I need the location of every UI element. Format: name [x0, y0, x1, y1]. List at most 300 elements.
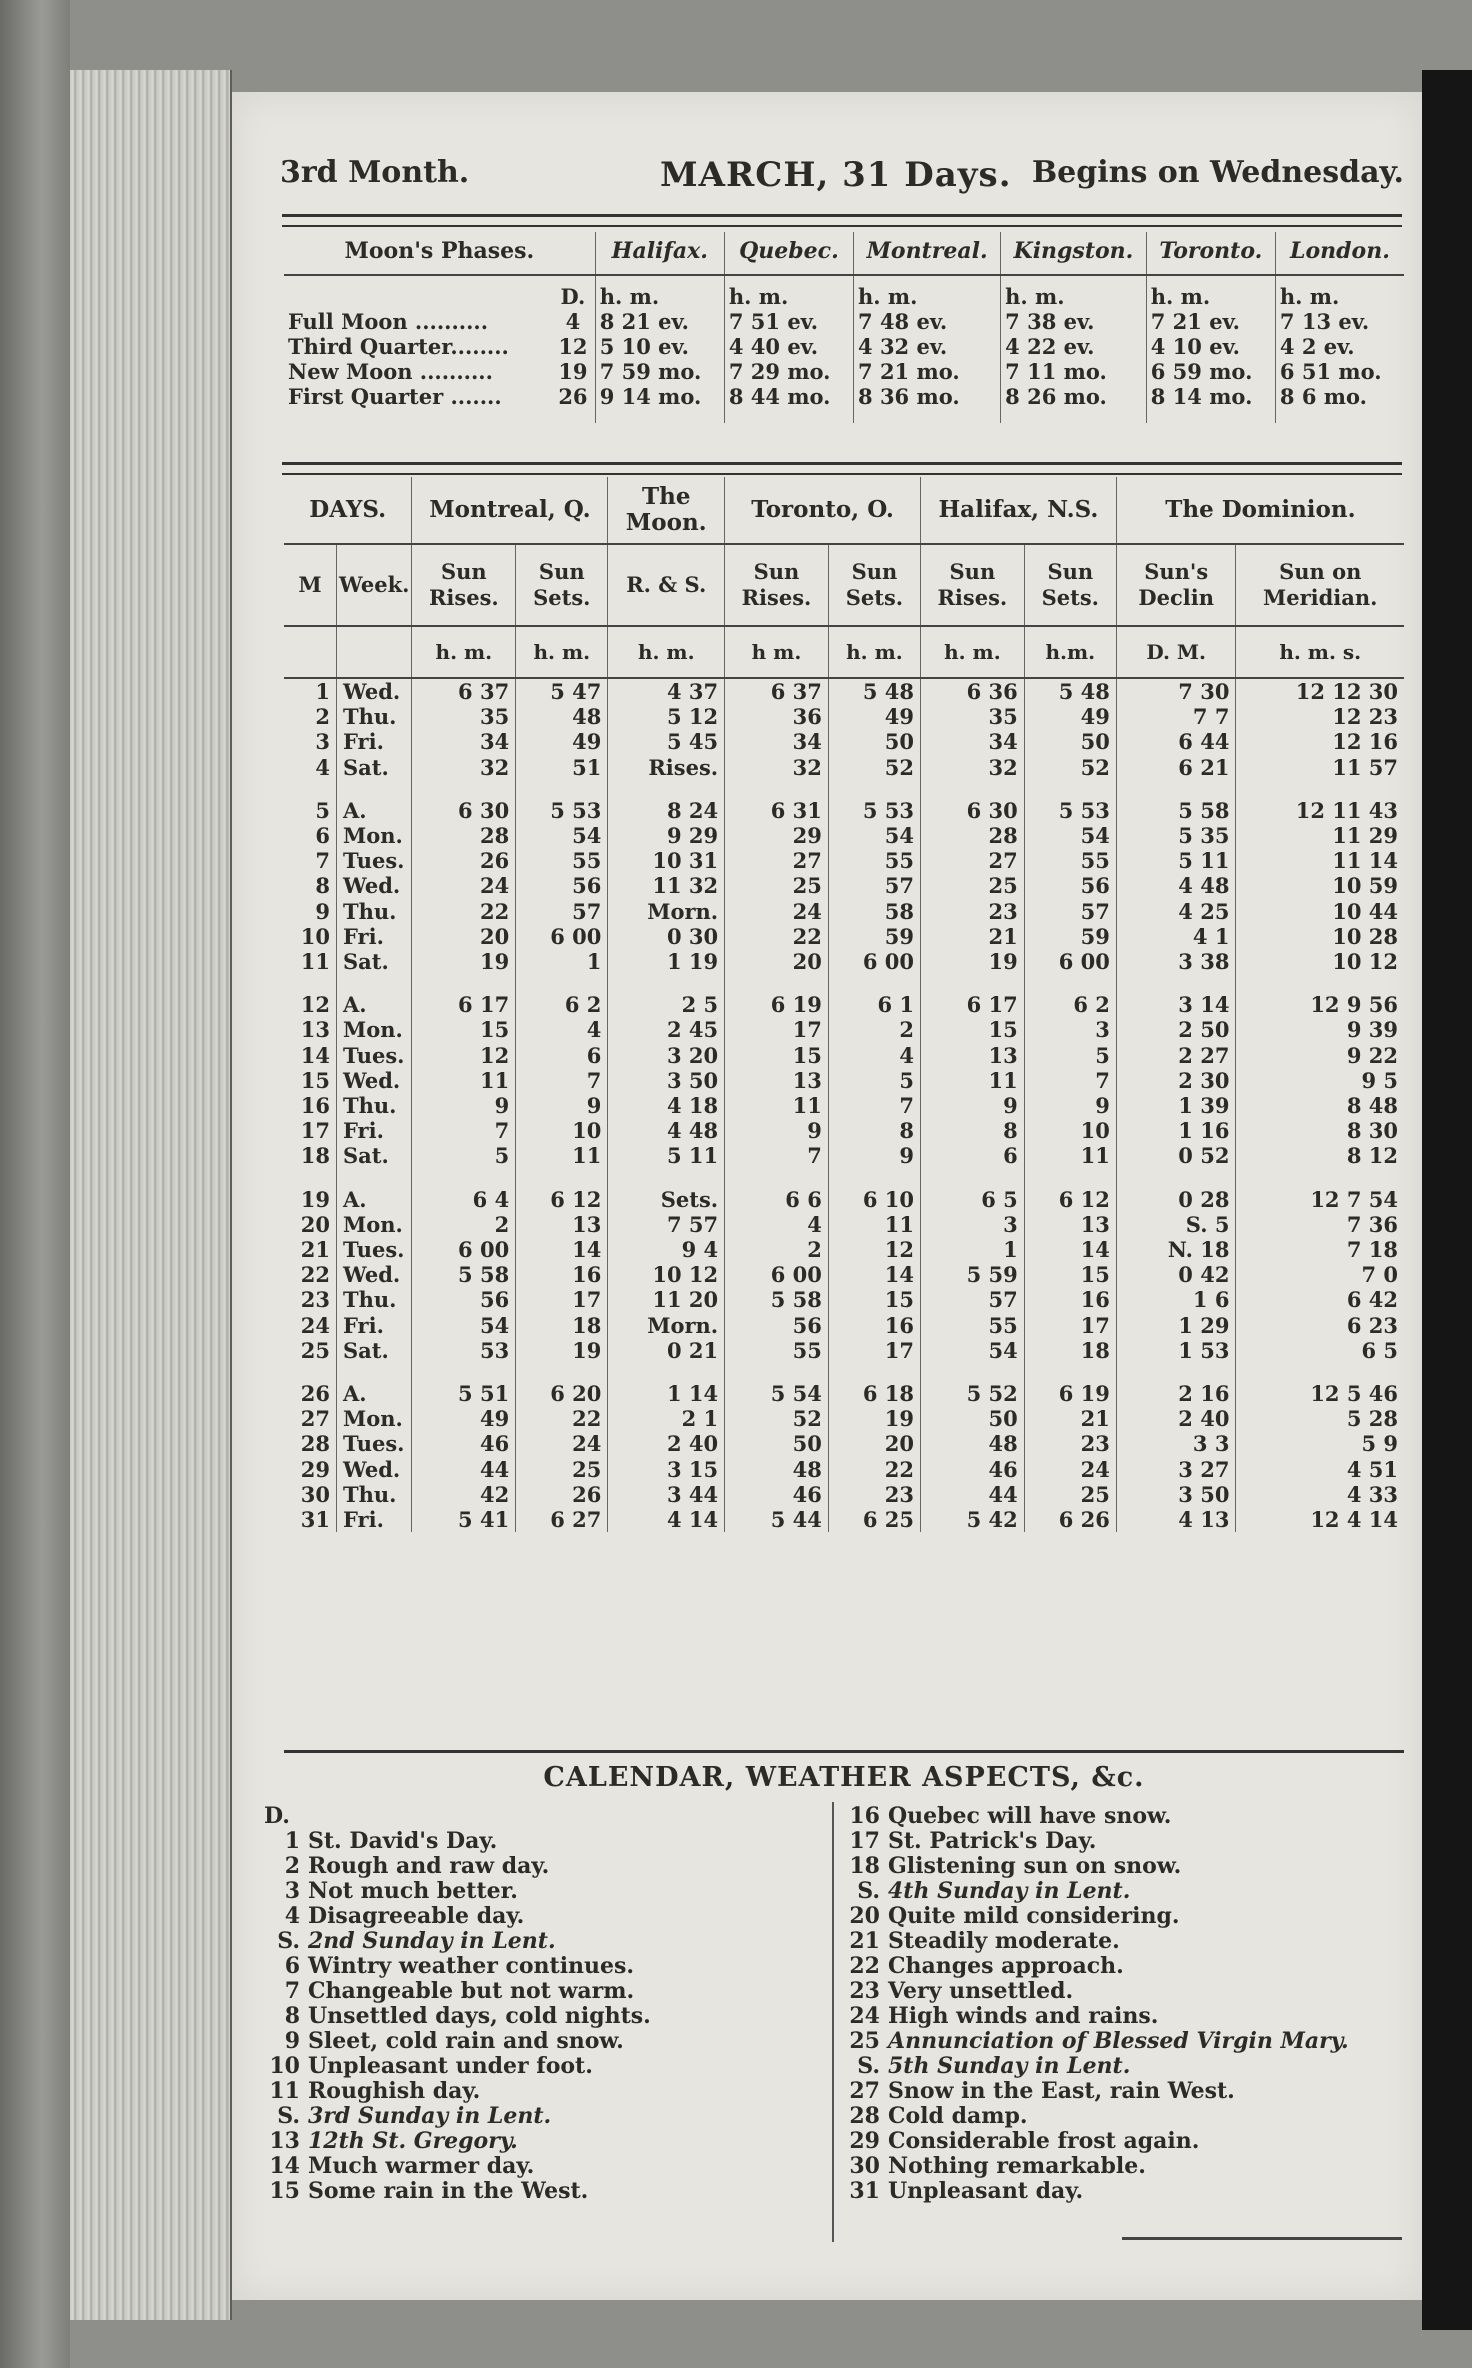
table-cell: 5 59: [921, 1262, 1025, 1287]
calendar-entry: [264, 1829, 824, 1854]
day-row: [284, 1118, 1404, 1143]
table-cell: 5: [828, 1068, 920, 1093]
table-cell: 23: [1024, 1431, 1116, 1456]
end-rule: [1122, 2237, 1402, 2240]
table-cell: 6 26: [1024, 1507, 1116, 1532]
column-header: Sun Sets.: [828, 544, 920, 626]
header-rule: [282, 214, 1402, 227]
table-cell: 10: [516, 1118, 608, 1143]
unit-header: h. m.: [412, 626, 516, 678]
table-cell: 35: [921, 704, 1025, 729]
unit-header: h. m.: [828, 626, 920, 678]
d-label: D.: [560, 284, 586, 309]
calendar-day: 23: [849, 1978, 880, 2004]
table-cell: 4 37: [608, 678, 725, 704]
table-cell: 57: [1024, 899, 1116, 924]
unit-header: h.m.: [1024, 626, 1116, 678]
weekday: Wed.: [337, 1457, 412, 1482]
table-cell: 2 1: [608, 1406, 725, 1431]
table-cell: 56: [725, 1313, 829, 1338]
table-cell: 49: [1024, 704, 1116, 729]
table-cell: 5 35: [1116, 823, 1236, 848]
phase-time: 8 21 ev.: [595, 309, 724, 334]
calendar-day: 24: [849, 2003, 880, 2029]
column-header: R. & S.: [608, 544, 725, 626]
calendar-day: S.: [277, 1928, 300, 1954]
calendar-left-column: [264, 1804, 824, 2204]
table-cell: 34: [725, 729, 829, 754]
day-row: [284, 823, 1404, 848]
calendar-entry: [264, 1904, 824, 1929]
table-cell: 24: [1024, 1457, 1116, 1482]
calendar-day: 17: [849, 1828, 880, 1854]
table-cell: 5 45: [608, 729, 725, 754]
table-cell: 6 17: [412, 974, 516, 1017]
calendar-entry: [844, 1804, 1404, 1829]
calendar-entry: [844, 2054, 1404, 2079]
calendar-note: 3rd Sunday in Lent.: [308, 2103, 552, 2129]
table-cell: 9: [516, 1093, 608, 1118]
table-cell: 10 12: [1236, 949, 1404, 974]
table-cell: 50: [1024, 729, 1116, 754]
table-cell: 1: [921, 1237, 1025, 1262]
calendar-day: 11: [269, 2078, 300, 2104]
table-cell: 44: [412, 1457, 516, 1482]
table-cell: 54: [828, 823, 920, 848]
table-cell: 4: [828, 1043, 920, 1068]
day-number: 24: [300, 1312, 330, 1338]
day-number: 22: [300, 1262, 330, 1288]
phase-day: 19: [558, 359, 588, 384]
table-cell: 2 45: [608, 1017, 725, 1042]
calendar-note: St. David's Day.: [308, 1828, 498, 1854]
table-cell: 5 54: [725, 1363, 829, 1406]
table-cell: 14: [828, 1262, 920, 1287]
weekday: Mon.: [337, 1017, 412, 1042]
calendar-entry: [264, 2079, 824, 2104]
group-header: The Moon.: [608, 477, 725, 544]
table-cell: 11: [921, 1068, 1025, 1093]
table-cell: 8 30: [1236, 1118, 1404, 1143]
table-cell: 12 12 30: [1236, 678, 1404, 704]
column-header: Sun Sets.: [516, 544, 608, 626]
table-cell: 1 29: [1116, 1313, 1236, 1338]
table-cell: 4 25: [1116, 899, 1236, 924]
phase-time: 6 59 mo.: [1146, 359, 1275, 384]
table-cell: 25: [1024, 1482, 1116, 1507]
calendar-note: Changeable but not warm.: [308, 1978, 635, 2004]
calendar-note: Annunciation of Blessed Virgin Mary.: [888, 2028, 1349, 2054]
phase-time: 4 32 ev.: [854, 334, 1001, 359]
table-cell: 56: [1024, 873, 1116, 898]
table-cell: 13: [516, 1212, 608, 1237]
weekday: Tues.: [337, 1237, 412, 1262]
hm-label: h. m.: [724, 275, 853, 309]
table-cell: 10 12: [608, 1262, 725, 1287]
phase-time: 8 36 mo.: [854, 384, 1001, 423]
calendar-note: 2nd Sunday in Lent.: [308, 1928, 556, 1954]
day-row: [284, 1017, 1404, 1042]
table-cell: 5 53: [1024, 780, 1116, 823]
phase-name: Third Quarter........: [288, 334, 509, 359]
table-cell: 9: [828, 1143, 920, 1168]
day-row: [284, 848, 1404, 873]
city-header: London.: [1275, 232, 1404, 275]
table-cell: 25: [921, 873, 1025, 898]
table-cell: 15: [828, 1287, 920, 1312]
table-cell: 12 4 14: [1236, 1507, 1404, 1532]
weekday: Thu.: [337, 1287, 412, 1312]
table-cell: 10 59: [1236, 873, 1404, 898]
day-row: [284, 924, 1404, 949]
unit-header: h. m.: [516, 626, 608, 678]
phase-name: Full Moon ..........: [288, 309, 489, 334]
table-cell: 54: [412, 1313, 516, 1338]
day-number: 5: [315, 797, 330, 823]
table-cell: 6 4: [412, 1169, 516, 1212]
calendar-day: 18: [849, 1853, 880, 1879]
calendar-entry: [844, 2029, 1404, 2054]
table-cell: 19: [828, 1406, 920, 1431]
table-cell: 48: [516, 704, 608, 729]
table-cell: 32: [412, 755, 516, 780]
unit-header: h. m. s.: [1236, 626, 1404, 678]
almanac-page: [232, 92, 1422, 2300]
table-cell: 6 19: [725, 974, 829, 1017]
table-cell: 6 30: [412, 780, 516, 823]
day-number: 13: [300, 1017, 330, 1043]
table-cell: 20: [828, 1431, 920, 1456]
table-cell: 55: [828, 848, 920, 873]
table-cell: 7 36: [1236, 1212, 1404, 1237]
calendar-note: St. Patrick's Day.: [888, 1828, 1097, 1854]
weekday: Wed.: [337, 1262, 412, 1287]
unit-header: h. m.: [921, 626, 1025, 678]
calendar-entry: [844, 2179, 1404, 2204]
day-row: [284, 1237, 1404, 1262]
day-row: [284, 1338, 1404, 1363]
table-cell: 54: [921, 1338, 1025, 1363]
table-cell: 2 50: [1116, 1017, 1236, 1042]
day-number: 29: [300, 1456, 330, 1482]
hm-label: h. m.: [854, 275, 1001, 309]
table-cell: 12 5 46: [1236, 1363, 1404, 1406]
calendar-day: 14: [269, 2153, 300, 2179]
table-cell: 3 50: [1116, 1482, 1236, 1507]
table-cell: 11 20: [608, 1287, 725, 1312]
table-cell: 2: [725, 1237, 829, 1262]
table-cell: 36: [725, 704, 829, 729]
column-header: Sun Rises.: [921, 544, 1025, 626]
day-row: [284, 873, 1404, 898]
table-cell: 9 4: [608, 1237, 725, 1262]
phase-time: 7 51 ev.: [724, 309, 853, 334]
table-cell: 34: [412, 729, 516, 754]
table-cell: 5 42: [921, 1507, 1025, 1532]
day-number: 15: [300, 1067, 330, 1093]
table-cell: 34: [921, 729, 1025, 754]
day-row: [284, 1169, 1404, 1212]
calendar-day: 20: [849, 1903, 880, 1929]
calendar-day: 16: [849, 1803, 880, 1829]
moon-phases-table: [284, 232, 1404, 423]
day-number: 4: [315, 754, 330, 780]
table-cell: 5 51: [412, 1363, 516, 1406]
phase-time: 7 48 ev.: [854, 309, 1001, 334]
table-cell: 5 9: [1236, 1431, 1404, 1456]
calendar-entry: [844, 2079, 1404, 2104]
table-cell: 17: [828, 1338, 920, 1363]
day-number: 10: [300, 923, 330, 949]
day-row: [284, 1093, 1404, 1118]
weekday: Thu.: [337, 1093, 412, 1118]
calendar-note: Not much better.: [308, 1878, 518, 1904]
facing-page-edge: [1422, 70, 1472, 2330]
day-number: 27: [300, 1406, 330, 1432]
table-cell: 3 50: [608, 1068, 725, 1093]
table-cell: 32: [725, 755, 829, 780]
table-cell: 11: [412, 1068, 516, 1093]
weekday: Fri.: [337, 1118, 412, 1143]
table-cell: 54: [516, 823, 608, 848]
table-cell: 5 41: [412, 1507, 516, 1532]
moon-phase-row: [284, 309, 1404, 334]
table-cell: 25: [725, 873, 829, 898]
calendar-note: Very unsettled.: [888, 1978, 1074, 2004]
day-number: 21: [300, 1237, 330, 1263]
table-cell: 15: [1024, 1262, 1116, 1287]
phase-time: 6 51 mo.: [1275, 359, 1404, 384]
day-row: [284, 729, 1404, 754]
day-number: 30: [300, 1481, 330, 1507]
table-cell: 19: [412, 949, 516, 974]
day-row: [284, 1287, 1404, 1312]
table-cell: 28: [921, 823, 1025, 848]
table-cell: 11 32: [608, 873, 725, 898]
table-cell: 1 19: [608, 949, 725, 974]
table-cell: 7 7: [1116, 704, 1236, 729]
day-row: [284, 1406, 1404, 1431]
table-cell: 59: [828, 924, 920, 949]
group-header: Toronto, O.: [725, 477, 921, 544]
day-row: [284, 1431, 1404, 1456]
column-header: M: [284, 544, 337, 626]
table-cell: 49: [516, 729, 608, 754]
table-cell: 21: [921, 924, 1025, 949]
day-row: [284, 780, 1404, 823]
calendar-entry: [844, 1954, 1404, 1979]
day-row: [284, 1212, 1404, 1237]
weekday: Sat.: [337, 949, 412, 974]
table-cell: 6 2: [516, 974, 608, 1017]
unit-header: [337, 626, 412, 678]
calendar-note: Glistening sun on snow.: [888, 1853, 1182, 1879]
table-cell: 5 11: [608, 1143, 725, 1168]
calendar-note: 5th Sunday in Lent.: [888, 2053, 1131, 2079]
table-cell: 8: [828, 1118, 920, 1143]
table-cell: 6 12: [516, 1169, 608, 1212]
table-cell: 17: [516, 1287, 608, 1312]
day-row: [284, 1507, 1404, 1532]
day-row: [284, 1262, 1404, 1287]
city-header: Kingston.: [1001, 232, 1147, 275]
weekday: Fri.: [337, 729, 412, 754]
city-header: Montreal.: [854, 232, 1001, 275]
phase-time: 4 22 ev.: [1001, 334, 1147, 359]
table-cell: 50: [921, 1406, 1025, 1431]
table-cell: 11 29: [1236, 823, 1404, 848]
table-cell: 6 21: [1116, 755, 1236, 780]
table-cell: 2 16: [1116, 1363, 1236, 1406]
table-cell: 7 0: [1236, 1262, 1404, 1287]
day-row: [284, 974, 1404, 1017]
table-cell: 11 57: [1236, 755, 1404, 780]
calendar-note: Sleet, cold rain and snow.: [308, 2028, 624, 2054]
table-cell: 5 48: [1024, 678, 1116, 704]
table-cell: 50: [828, 729, 920, 754]
calendar-note: Roughish day.: [308, 2078, 481, 2104]
table-cell: 52: [1024, 755, 1116, 780]
table-cell: 9 5: [1236, 1068, 1404, 1093]
calendar-note: Some rain in the West.: [308, 2178, 589, 2204]
table-cell: 46: [725, 1482, 829, 1507]
table-cell: 1 6: [1116, 1287, 1236, 1312]
column-header: Sun Rises.: [412, 544, 516, 626]
table-cell: 11 14: [1236, 848, 1404, 873]
table-cell: 6 23: [1236, 1313, 1404, 1338]
table-cell: 4 33: [1236, 1482, 1404, 1507]
group-header: DAYS.: [284, 477, 412, 544]
day-number: 31: [300, 1507, 330, 1533]
calendar-day: 27: [849, 2078, 880, 2104]
calendar-entry: [264, 1854, 824, 1879]
day-number: 26: [300, 1381, 330, 1407]
day-row: [284, 1043, 1404, 1068]
table-cell: 26: [516, 1482, 608, 1507]
table-cell: 23: [828, 1482, 920, 1507]
phase-day: 4: [565, 309, 581, 334]
calendar-entry: [844, 2154, 1404, 2179]
day-row: [284, 1068, 1404, 1093]
group-header: The Dominion.: [1116, 477, 1404, 544]
table-cell: 6 44: [1116, 729, 1236, 754]
phase-time: 7 11 mo.: [1001, 359, 1147, 384]
table-cell: 6 37: [412, 678, 516, 704]
table-cell: 6 00: [1024, 949, 1116, 974]
table-cell: 2 40: [1116, 1406, 1236, 1431]
table-cell: 0 28: [1116, 1169, 1236, 1212]
table-cell: 3: [921, 1212, 1025, 1237]
table-cell: 6 12: [1024, 1169, 1116, 1212]
weekday: Thu.: [337, 704, 412, 729]
table-cell: Rises.: [608, 755, 725, 780]
table-cell: 56: [412, 1287, 516, 1312]
hm-label: h. m.: [1001, 275, 1147, 309]
begins-on: Begins on Wednesday.: [1031, 155, 1404, 190]
calendar-note: 12th St. Gregory.: [308, 2128, 518, 2154]
table-cell: 3 15: [608, 1457, 725, 1482]
day-number: 12: [300, 992, 330, 1018]
calendar-note: High winds and rains.: [888, 2003, 1159, 2029]
phase-time: 7 21 mo.: [854, 359, 1001, 384]
table-cell: 11: [828, 1212, 920, 1237]
table-cell: 20: [412, 924, 516, 949]
table-cell: 6 00: [725, 1262, 829, 1287]
table-cell: 4 14: [608, 1507, 725, 1532]
phase-time: 9 14 mo.: [595, 384, 724, 423]
table-cell: 0 42: [1116, 1262, 1236, 1287]
group-header: Montreal, Q.: [412, 477, 608, 544]
table-cell: 7: [1024, 1068, 1116, 1093]
table-cell: 5 44: [725, 1507, 829, 1532]
section-rule: [282, 462, 1402, 475]
calendar-entry: [264, 2154, 824, 2179]
unit-header: h. m.: [608, 626, 725, 678]
table-cell: 6 00: [516, 924, 608, 949]
column-header: Sun Rises.: [725, 544, 829, 626]
table-cell: 5 28: [1236, 1406, 1404, 1431]
table-cell: 57: [516, 899, 608, 924]
table-cell: 49: [412, 1406, 516, 1431]
calendar-day: 4: [284, 1903, 300, 1929]
table-cell: 8: [921, 1118, 1025, 1143]
table-cell: 16: [1024, 1287, 1116, 1312]
table-cell: 7 18: [1236, 1237, 1404, 1262]
table-cell: 55: [921, 1313, 1025, 1338]
page-edges: [70, 70, 232, 2320]
table-cell: Morn.: [608, 899, 725, 924]
table-cell: 12 7 54: [1236, 1169, 1404, 1212]
day-row: [284, 1313, 1404, 1338]
table-cell: 8 12: [1236, 1143, 1404, 1168]
calendar-entry: [844, 2129, 1404, 2154]
table-cell: 22: [516, 1406, 608, 1431]
calendar-entry: [264, 1979, 824, 2004]
phase-day: 12: [558, 334, 588, 359]
hm-label: h. m.: [595, 275, 724, 309]
table-cell: 14: [1024, 1237, 1116, 1262]
table-cell: 12: [412, 1043, 516, 1068]
table-cell: 5 11: [1116, 848, 1236, 873]
phase-time: 7 29 mo.: [724, 359, 853, 384]
calendar-entry: [264, 1879, 824, 1904]
table-cell: 16: [516, 1262, 608, 1287]
table-cell: 55: [725, 1338, 829, 1363]
moon-phase-row: [284, 359, 1404, 384]
table-cell: 6 17: [921, 974, 1025, 1017]
table-cell: 22: [828, 1457, 920, 1482]
table-cell: 5: [412, 1143, 516, 1168]
table-cell: 58: [828, 899, 920, 924]
table-cell: 6 10: [828, 1169, 920, 1212]
phase-time: 4 40 ev.: [724, 334, 853, 359]
table-cell: 13: [1024, 1212, 1116, 1237]
day-number: 9: [315, 898, 330, 924]
table-cell: 1 16: [1116, 1118, 1236, 1143]
table-cell: 7: [412, 1118, 516, 1143]
table-cell: 5: [1024, 1043, 1116, 1068]
calendar-note: Snow in the East, rain West.: [888, 2078, 1235, 2104]
table-cell: 17: [725, 1017, 829, 1042]
weekday: Mon.: [337, 1212, 412, 1237]
table-cell: 9: [1024, 1093, 1116, 1118]
column-header: Sun on Meridian.: [1236, 544, 1404, 626]
table-cell: 12: [828, 1237, 920, 1262]
calendar-day: 1: [284, 1828, 300, 1854]
table-cell: 5 52: [921, 1363, 1025, 1406]
table-cell: 23: [921, 899, 1025, 924]
calendar-entry: [844, 1854, 1404, 1879]
